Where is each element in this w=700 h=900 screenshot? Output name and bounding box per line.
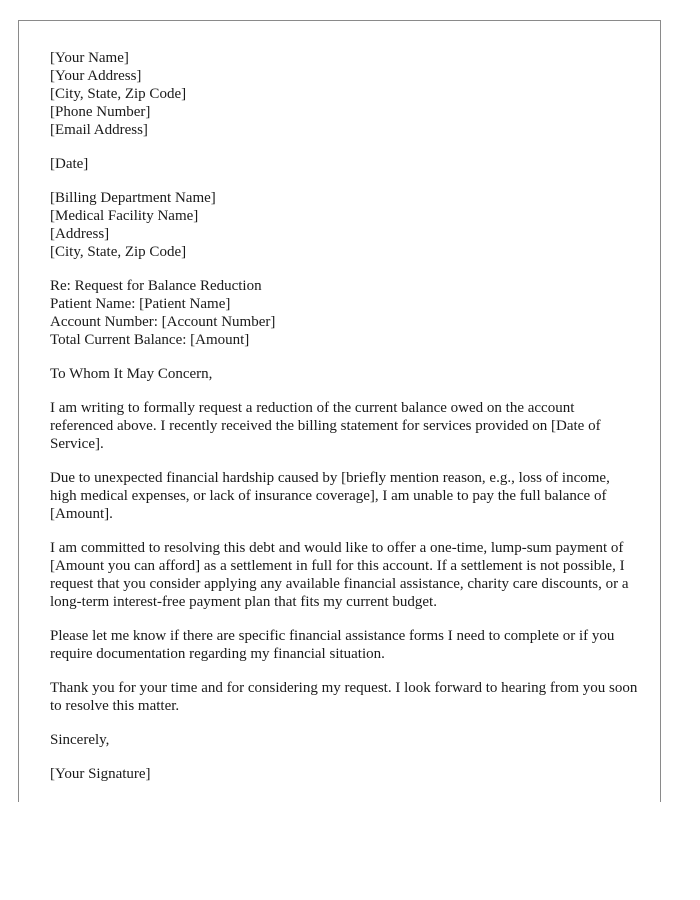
- salutation: To Whom It May Concern,: [50, 366, 213, 382]
- reference-balance: Total Current Balance: [Amount]: [50, 332, 250, 348]
- recipient-department: [Billing Department Name]: [50, 190, 216, 206]
- reference-patient: Patient Name: [Patient Name]: [50, 296, 231, 312]
- sender-block: [50, 49, 640, 139]
- letter-body: [50, 49, 640, 783]
- closing: Sincerely,: [50, 732, 110, 748]
- letter-page: [18, 20, 661, 802]
- reference-block: [50, 277, 640, 349]
- paragraph: I am committed to resolving this debt and would like to offer a one-time, lump-sum payment of [Amount you can afford] as a settlement in full for this account. If a settlement is not possible, I request that you consider applying any available financial assistance, charity care discounts, or a long-term interest-free payment plan that fits my current budget.: [50, 540, 629, 610]
- paragraph: I am writing to formally request a reduction of the current balance owed on the account referenced above. I recently received the billing statement for services provided on [Date of Service].: [50, 400, 601, 452]
- sender-name: [Your Name]: [50, 50, 129, 66]
- paragraph: Thank you for your time and for considering my request. I look forward to hearing from you soon to resolve this matter.: [50, 680, 638, 714]
- recipient-city-state-zip: [City, State, Zip Code]: [50, 244, 187, 260]
- letter-date: [Date]: [50, 156, 89, 172]
- reference-account: Account Number: [Account Number]: [50, 314, 276, 330]
- letter-paragraphs: [50, 399, 640, 715]
- sender-email: [Email Address]: [50, 122, 148, 138]
- paragraph: Due to unexpected financial hardship caused by [briefly mention reason, e.g., loss of income, high medical expenses, or lack of insurance coverage], I am unable to pay the full balance of [Amount].: [50, 470, 610, 522]
- sender-city-state-zip: [City, State, Zip Code]: [50, 86, 187, 102]
- sender-address: [Your Address]: [50, 68, 142, 84]
- sender-phone: [Phone Number]: [50, 104, 151, 120]
- recipient-block: [50, 189, 640, 261]
- recipient-facility: [Medical Facility Name]: [50, 208, 199, 224]
- recipient-address: [Address]: [50, 226, 110, 242]
- paragraph: Please let me know if there are specific financial assistance forms I need to complete or if you require documentation regarding my financial situation.: [50, 628, 615, 662]
- signature: [Your Signature]: [50, 766, 151, 782]
- reference-subject: Re: Request for Balance Reduction: [50, 278, 262, 294]
